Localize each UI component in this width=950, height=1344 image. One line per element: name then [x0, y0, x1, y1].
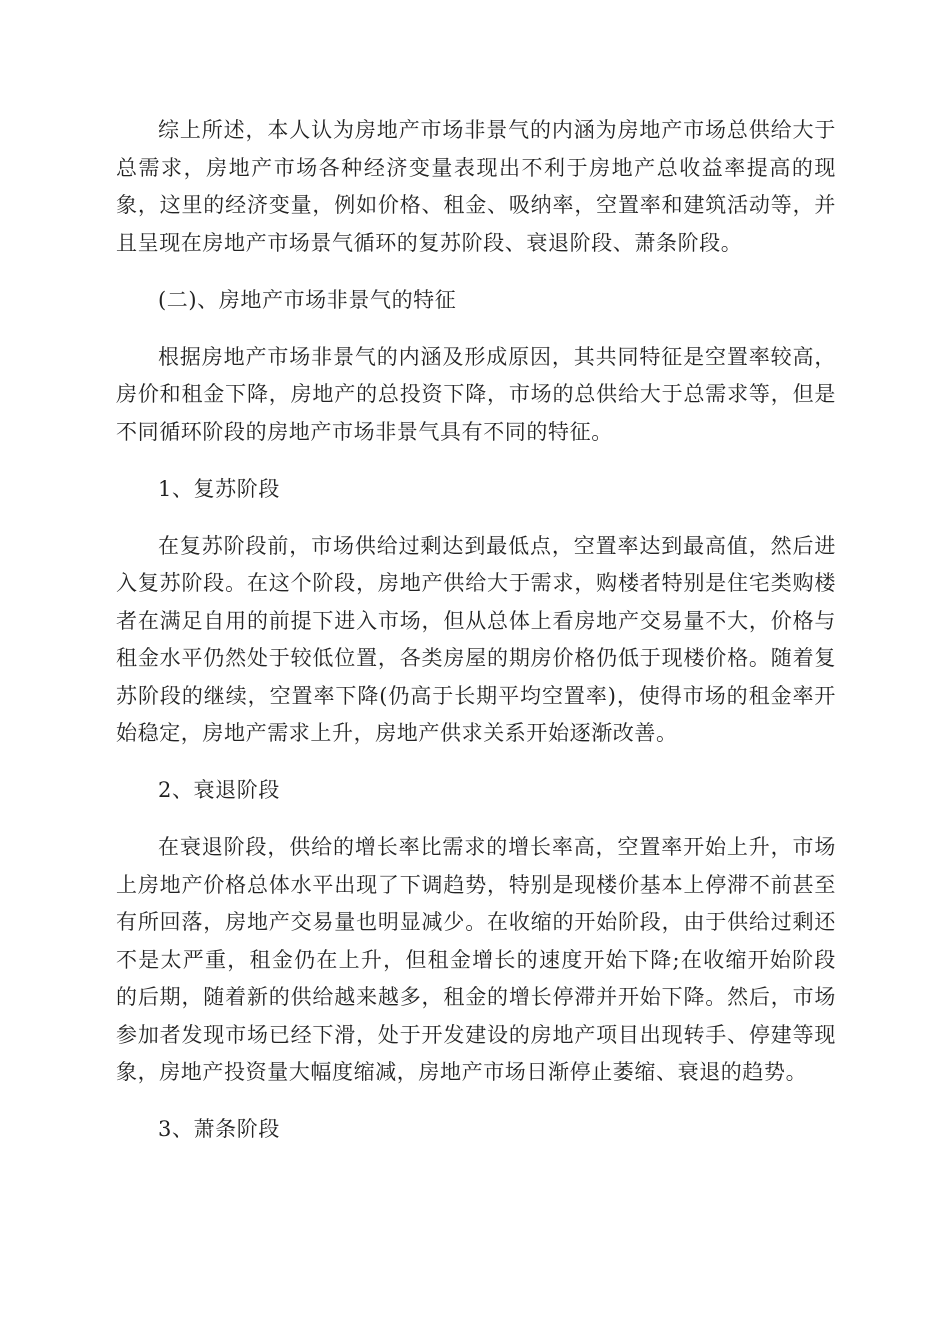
- paragraph-recession-stage: 在衰退阶段，供给的增长率比需求的增长率高，空置率开始上升，市场上房地产价格总体水平出现了下调趋势，特别是现楼价基本上停滞不前甚至有所回落，房地产交易量也明显减少。在收缩的开始阶段，由于供给过剩还不是太严重，租金仍在上升，但租金增长的速度开始下降;在收缩开始阶段的后期，随着新的供给越来越多，租金的增长停滞并开始下降。然后，市场参加者发现市场已经下滑，处于开发建设的房地产项目出现转手、停建等现象，房地产投资量大幅度缩减，房地产市场日渐停止萎缩、衰退的趋势。: [116, 835, 836, 1084]
- subheading-depression-stage: 3、萧条阶段: [158, 1117, 280, 1141]
- section-heading-features: (二)、房地产市场非景气的特征: [158, 287, 457, 312]
- document-body: [116, 112, 836, 1168]
- subheading-recovery-stage: 1、复苏阶段: [158, 476, 280, 501]
- subheading-recession-stage: 2、衰退阶段: [158, 778, 280, 802]
- paragraph-summary: 综上所述，本人认为房地产市场非景气的内涵为房地产市场总供给大于总需求，房地产市场各种经济变量表现出不利于房地产总收益率提高的现象，这里的经济变量，例如价格、租金、吸纳率，空置率和建筑活动等，并且呈现在房地产市场景气循环的复苏阶段、衰退阶段、萧条阶段。: [116, 118, 836, 255]
- paragraph-common-features: 根据房地产市场非景气的内涵及形成原因，其共同特征是空置率较高，房价和租金下降，房地产的总投资下降，市场的总供给大于总需求等，但是不同循环阶段的房地产市场非景气具有不同的特征。: [116, 344, 836, 444]
- paragraph-recovery-stage: 在复苏阶段前，市场供给过剩达到最低点，空置率达到最高值，然后进入复苏阶段。在这个阶段，房地产供给大于需求，购楼者特别是住宅类购楼者在满足自用的前提下进入市场，但从总体上看房地产交易量不大，价格与租金水平仍然处于较低位置，各类房屋的期房价格仍低于现楼价格。随着复苏阶段的继续，空置率下降(仍高于长期平均空置率)，使得市场的租金率开始稳定，房地产需求上升，房地产供求关系开始逐渐改善。: [116, 533, 836, 745]
